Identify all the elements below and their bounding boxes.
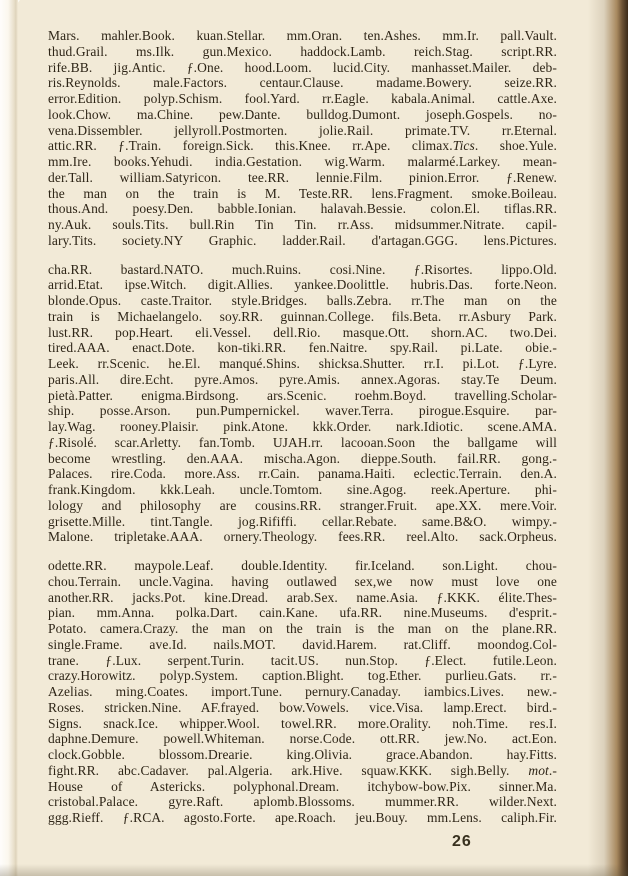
- text-line: odette.RR. maypole.Leaf. double.Identity. fir.Iceland. son.Light. chou-: [48, 558, 557, 573]
- text-line: trane. ƒ.Lux. serpent.Turin. tacit.US. nun.Stop. ƒ.Elect. futile.Leon.: [48, 652, 557, 668]
- text-line: lay.Wag. rooney.Plaisir. pink.Atone. kkk.Order. nark.Idiotic. scene.AMA.: [48, 419, 557, 434]
- paragraph: [48, 28, 557, 249]
- text-line: lust.RR. pop.Heart. eli.Vessel. dell.Rio. masque.Ott. shorn.AC. two.Dei.: [48, 324, 557, 340]
- text-line: error.Edition. polyp.Schism. fool.Yard. rr.Eagle. kabala.Animal. cattle.Axe.: [48, 91, 557, 106]
- text-line: paris.All. dire.Echt. pyre.Amos. pyre.Amis. annex.Agoras. stay.Te Deum.: [48, 371, 557, 387]
- text-line: another.RR. jacks.Pot. kine.Dread. arab.Sex. name.Asia. ƒ.KKK. élite.Thes-: [48, 589, 557, 605]
- text-line: lary.Tits. society.NY Graphic. ladder.Rail. d'artagan.GGG. lens.Pictures.: [48, 232, 557, 248]
- text-line: Palaces. rire.Coda. more.Ass. rr.Cain. panama.Haiti. eclectic.Terrain. den.A.: [48, 466, 557, 482]
- text-line: ris.Reynolds. male.Factors. centaur.Clause. madame.Bowery. seize.RR.: [48, 75, 557, 91]
- text-line: single.Frame. ave.Id. nails.MOT. david.Harem. rat.Cliff. moondog.Col-: [48, 636, 557, 652]
- text-line: ship. posse.Arson. pun.Pumpernickel. waver.Terra. pirogue.Esquire. par-: [48, 403, 557, 419]
- text-line: Mars. mahler.Book. kuan.Stellar. mm.Oran. ten.Ashes. mm.Ir. pall.Vault.: [48, 28, 557, 43]
- text-line: pietà.Patter. enigma.Birdsong. ars.Scenic. roehm.Boyd. travelling.Scholar-: [48, 387, 557, 403]
- text-line: mm.Ire. books.Yehudi. india.Gestation. wig.Warm. malarmé.Larkey. mean-: [48, 154, 557, 169]
- text-line: lology and philosophy are cousins.RR. stranger.Fruit. ape.XX. mere.Voir.: [48, 497, 557, 513]
- body-text: [48, 28, 557, 826]
- text-line: tired.AAA. enact.Dote. kon-tiki.RR. fen.Naitre. spy.Rail. pi.Late. obie.-: [48, 340, 557, 356]
- page-bottom-shadow: [0, 864, 628, 876]
- paragraph: [48, 262, 557, 546]
- text-line: pian. mm.Anna. polka.Dart. cain.Kane. ufa.RR. nine.Museums. d'esprit.-: [48, 605, 557, 621]
- text-line: der.Tall. william.Satyricon. tee.RR. lennie.Film. pinion.Error. ƒ.Renew.: [48, 169, 557, 185]
- text-line: daphne.Demure. powell.Whiteman. norse.Code. ott.RR. jew.No. act.Eon.: [48, 731, 557, 747]
- text-line: Roses. stricken.Nine. AF.frayed. bow.Vowels. vice.Visa. lamp.Erect. bird.-: [48, 699, 557, 715]
- text-line: arrid.Etat. ipse.Witch. digit.Allies. yankee.Doolittle. hubris.Das. forte.Neon.: [48, 277, 557, 293]
- text-line: thous.And. poesy.Den. babble.Ionian. halavah.Bessie. colon.El. tiflas.RR.: [48, 201, 557, 217]
- text-line: cristobal.Palace. gyre.Raft. aplomb.Blossoms. mummer.RR. wilder.Next.: [48, 794, 557, 810]
- page-left-edge: [0, 0, 18, 876]
- text-line: Malone. tripletake.AAA. ornery.Theology. fees.RR. reel.Alto. sack.Orpheus.: [48, 529, 557, 545]
- page-number: 26: [452, 833, 472, 850]
- text-line: attic.RR. ƒ.Train. foreign.Sick. this.Knee. rr.Ape. climax.Tics. shoe.Yule.: [48, 138, 557, 154]
- text-line: grisette.Mille. tint.Tangle. jog.Rififfi. cellar.Rebate. same.B&O. wimpy.-: [48, 513, 557, 529]
- paragraph: [48, 558, 557, 826]
- text-line: ny.Auk. souls.Tits. bull.Rin Tin Tin. rr.Ass. midsummer.Nitrate. capil-: [48, 217, 557, 232]
- text-line: ƒ.Risolé. scar.Arletty. fan.Tomb. UJAH.rr. lacooan.Soon the ballgame will: [48, 434, 557, 450]
- text-line: become wrestling. den.AAA. mischa.Agon. dieppe.South. fail.RR. gong.-: [48, 450, 557, 466]
- text-line: chou.Terrain. uncle.Vagina. having outlawed sex,we now must love one: [48, 573, 557, 589]
- text-line: Signs. snack.Ice. whipper.Wool. towel.RR. more.Orality. noh.Time. res.I.: [48, 715, 557, 731]
- text-line: fight.RR. abc.Cadaver. pal.Algeria. ark.Hive. squaw.KKK. sigh.Belly. mot.-: [48, 762, 557, 778]
- text-line: clock.Gobble. blossom.Drearie. king.Olivia. grace.Abandon. hay.Fitts.: [48, 747, 557, 762]
- text-line: look.Chow. ma.Chine. pew.Dante. bulldog.Dumont. joseph.Gospels. no-: [48, 106, 557, 122]
- text-line: vena.Dissembler. jellyroll.Postmorten. jolie.Rail. primate.TV. rr.Eternal.: [48, 122, 557, 138]
- text-line: ggg.Rieff. ƒ.RCA. agosto.Forte. ape.Roach. jeu.Bouy. mm.Lens. caliph.Fir.: [48, 810, 557, 825]
- text-line: House of Astericks. polyphonal.Dream. itchybow-bow.Pix. sinner.Ma.: [48, 778, 557, 794]
- text-line: rife.BB. jig.Antic. ƒ.One. hood.Loom. lucid.City. manhasset.Mailer. deb-: [48, 59, 557, 75]
- text-line: Azelias. ming.Coates. import.Tune. pernury.Canaday. iambics.Lives. new.-: [48, 684, 557, 699]
- text-line: frank.Kingdom. kkk.Leah. uncle.Tomtom. sine.Agog. reek.Aperture. phi-: [48, 482, 557, 497]
- text-line: thud.Grail. ms.Ilk. gun.Mexico. haddock.Lamb. reich.Stag. script.RR.: [48, 43, 557, 59]
- text-line: the man on the train is M. Teste.RR. lens.Fragment. smoke.Boileau.: [48, 185, 557, 201]
- text-line: cha.RR. bastard.NATO. much.Ruins. cosi.Nine. ƒ.Risortes. lippo.Old.: [48, 261, 557, 277]
- text-line: Leek. rr.Scenic. he.El. manqué.Shins. shicksa.Shutter. rr.I. pi.Lot. ƒ.Lyre.: [48, 356, 557, 371]
- book-gutter-shadow: [588, 0, 628, 876]
- text-line: blonde.Opus. caste.Traitor. style.Bridges. balls.Zebra. rr.The man on the: [48, 293, 557, 308]
- text-line: train is Michaelangelo. soy.RR. guinnan.College. fils.Beta. rr.Asbury Park.: [48, 308, 557, 324]
- text-line: Potato. camera.Crazy. the man on the train is the man on the plane.RR.: [48, 621, 557, 636]
- text-line: crazy.Horowitz. polyp.System. caption.Blight. tog.Ether. purlieu.Gats. rr.-: [48, 668, 557, 684]
